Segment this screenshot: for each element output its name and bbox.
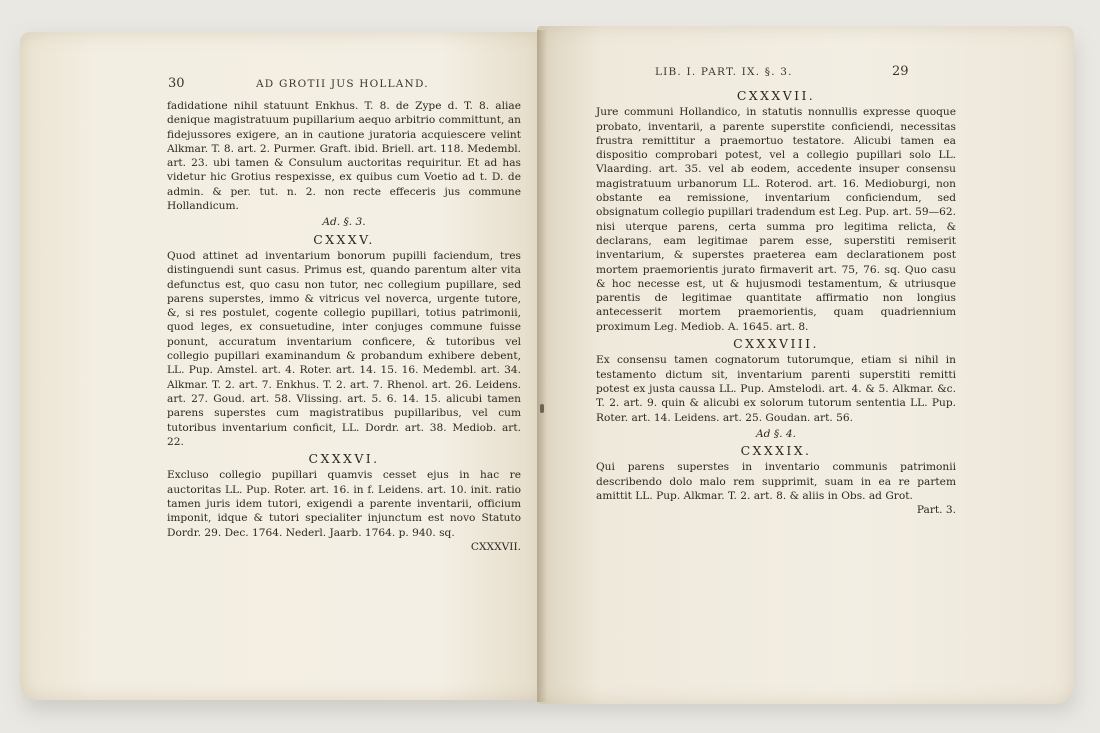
catchword: Part. 3. — [916, 504, 956, 517]
paragraph: Excluso collegio pupillari quamvis cesset ejus in hac re auctoritas LL. Pup. Roter. art. 16. in f. Leidens. art. 10. init. ratio tamen juris idem tutori, exigendi a parente inventarii, officium imponit, idque & tutori specialiter injunctum est novo Statuto Dordr. 29. Dec. 1764. Nederl. Jaarb. 1764. p. 940. sq. — [167, 469, 521, 539]
section-heading: CXXXVII. — [736, 88, 816, 103]
subsection-heading: Ad. §. 3. — [322, 216, 366, 229]
section-heading: CXXXIX. — [740, 443, 812, 459]
left-running-head: AD GROTII JUS HOLLAND. — [256, 78, 429, 90]
binding-stitch — [540, 404, 544, 413]
section-heading: CXXXV. — [313, 231, 375, 247]
paragraph: fadidatione nihil statuunt Enkhus. T. 8. de Zype d. T. 8. aliae denique magistratuum pupillarium aequo arbitrio committunt, an fidejussores exigere, an in cautione juratoria acquiescere velint Alkmar. T. 8. art. 2. Purmer. Graft. ibid. Briell. art. 118. Medembl. art. 23. ubi tamen & Consulum auctoritas requiritur. Et ad has videtur hic Grotius respexisse, ex quibus cum Voetio ad t. D. de admin. & per. tut. n. 2. non recte effeceris jus commune Hollandicum. — [167, 100, 521, 213]
left-page — [20, 32, 545, 700]
right-running-head: LIB. I. PART. IX. §. 3. — [655, 66, 793, 78]
section-heading: CXXXVI. — [308, 451, 380, 467]
left-text-column — [167, 99, 521, 554]
paragraph: Jure communi Hollandico, in statutis nonnullis expresse quoque probato, inventarii, a parente superstite conficiendi, necessitas frustra remittitur a praemortuo testatore. Alicubi tamen ea dispositio comprobari potest, vel a collegio pupillari solo LL. Vlaarding. art. 35. vel ab eodem, accedente insuper consensu magistratuum urbanorum LL. Roterod. art. 16. Medioburgi, non obstante ea remissione, inventarium conficiendum, sed obsignatum collegio pupillari tradendum est Leg. Pup. art. 59—62. nisi uterque parens, certa summa pro legitima relicta, & declarans, eam legitimae parem esse, superstiti remiserit inventarium, & superstes praeterea eam declarationem post mortem praemorientis jurato firmaverit art. 75, 76. sq. Quo casu & hoc necesse est, ut & hujusmodi testamentum, & utriusque parentis de legitimae quantitate affirmatio non longius antecesserit mortem praemorientis, quam quadriennium proximum Leg. Mediob. A. 1645. art. 8. — [596, 106, 956, 333]
paragraph: Qui parens superstes in inventario communis patrimonii describendo dolo malo rem supprimit, suam in ea re partem amittit LL. Pup. Alkmar. T. 2. art. 8. & aliis in Obs. ad Grot. — [596, 461, 956, 503]
catchword: CXXXVII. — [470, 540, 521, 553]
right-page — [537, 26, 1074, 704]
left-page-number: 30 — [168, 76, 185, 91]
paragraph: Ex consensu tamen cognatorum tutorumque, etiam si nihil in testamento dictum sit, inventarium parenti superstiti remitti potest ex justa caussa LL. Pup. Amstelodi. art. 4. & 5. Alkmar. &c. T. 2. art. 9. quin & alicubi ex solorum tutorum sententia LL. Pup. Roter. art. 14. Leidens. art. 25. Goudan. art. 56. — [596, 354, 956, 424]
paragraph: Quod attinet ad inventarium bonorum pupilli faciendum, tres distinguendi sunt casus. Primus est, quando parentum alter vita defunctus est, quo casu non tutor, nec collegium pupillare, sed parens superstes, immo & vitricus vel noverca, urgente tutore, &, si res postulet, cogente collegio pupillari, totius patrimonii, quod leges, ex consuetudine, inter conjuges commune fuisse ponunt, accuratum inventarium conficere, & tutoribus vel collegio pupillari examinandum & probandum exhibere debent, LL. Pup. Amstel. art. 4. Roter. art. 14. 15. 16. Medembl. art. 34. Alkmar. T. 2. art. 7. Enkhus. T. 2. art. 7. Rhenol. art. 26. Leidens. art. 27. Goud. art. 58. Vlissing. art. 5. 6. 14. 15. alicubi tamen parens superstes cum magistratibus pupillaribus, vel cum tutoribus inventarium conficit, LL. Dordr. art. 38. Mediob. art. 22. — [167, 249, 521, 448]
section-heading: CXXXVIII. — [733, 336, 819, 352]
right-page-number: 29 — [892, 64, 909, 79]
book-gutter — [537, 30, 547, 702]
subsection-heading: Ad §. 4. — [756, 427, 796, 440]
right-text-column — [596, 86, 956, 518]
